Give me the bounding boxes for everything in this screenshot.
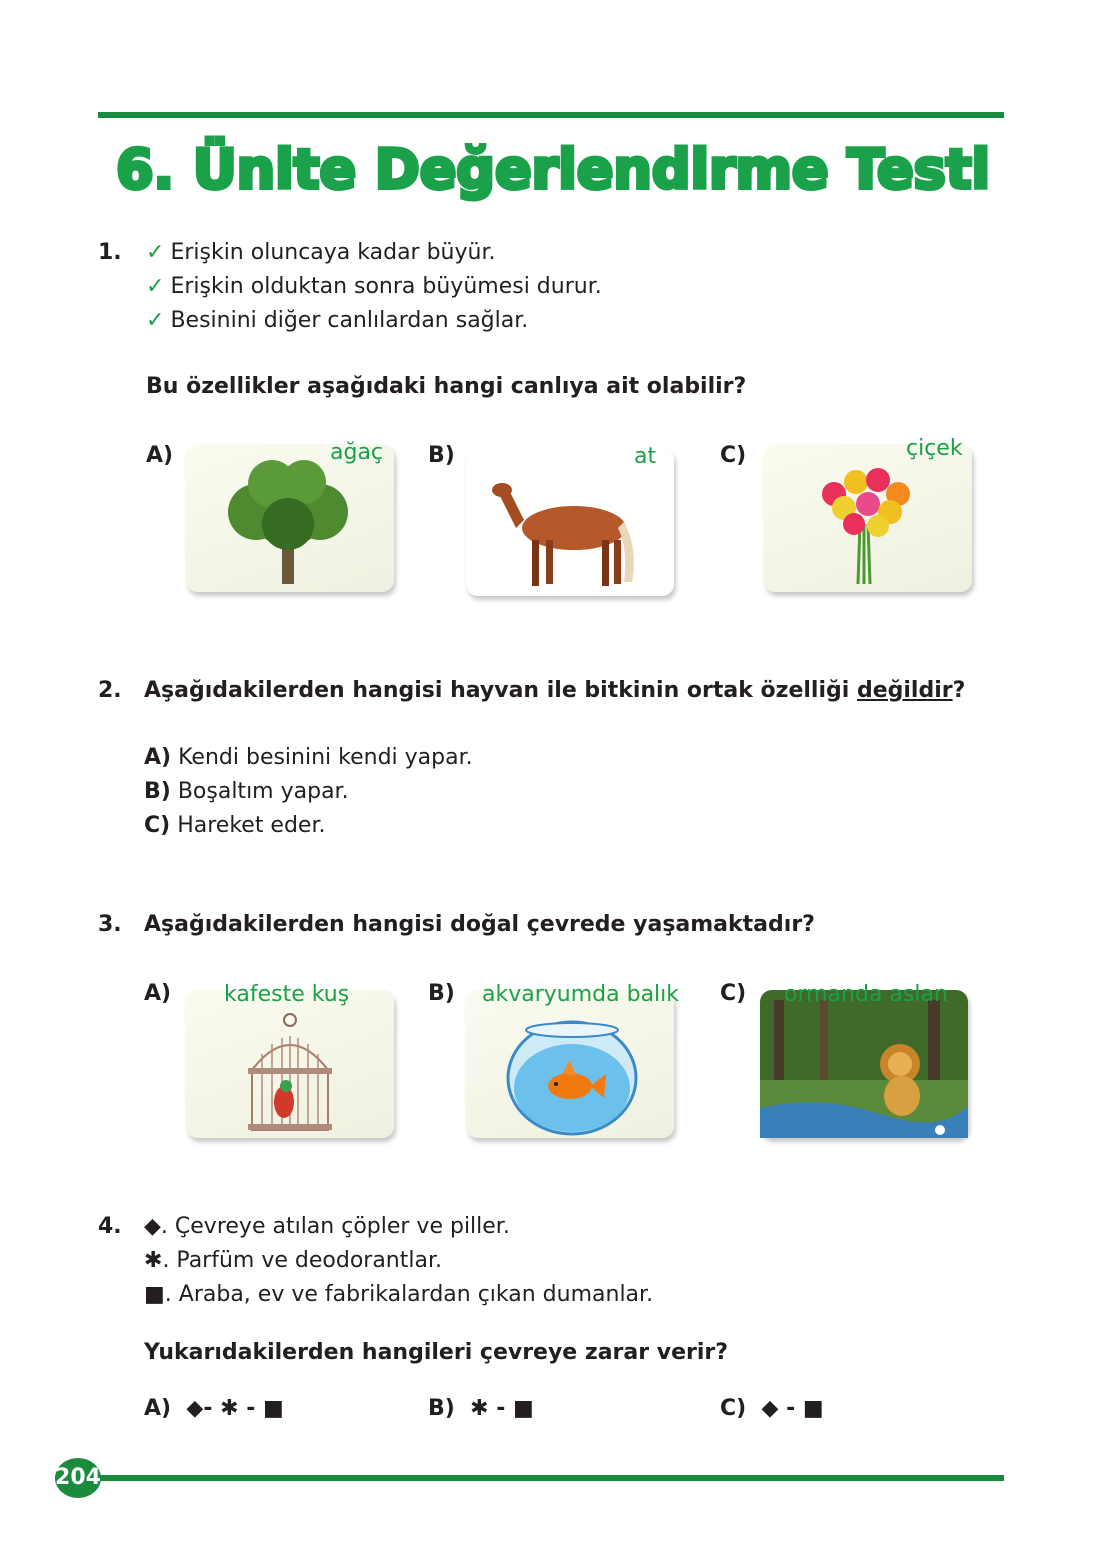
flower-bouquet-image [764, 444, 972, 592]
q1-option-b-label: at [634, 444, 657, 469]
q1-option-a-letter: A) [146, 443, 174, 468]
q1-statement: ✓ Erişkin oluncaya kadar büyür. [146, 240, 496, 265]
q1-option-a-card[interactable] [186, 440, 394, 592]
q2-question: Aşağıdakilerden hangisi hayvan ile bitkinin ortak özelliği değildir? [144, 678, 966, 703]
q1-statement: ✓ Erişkin olduktan sonra büyümesi durur. [146, 274, 602, 299]
q3-option-a-label: kafeste kuş [224, 982, 350, 1007]
q1-option-c-card[interactable] [764, 436, 972, 592]
q1-option-c-letter: C) [720, 443, 747, 468]
q2-underlined-word: değildir [856, 678, 953, 703]
forest-lion-image [760, 990, 968, 1138]
q2-option-b[interactable]: B) Boşaltım yapar. [144, 779, 349, 804]
q3-question: Aşağıdakilerden hangisi doğal çevrede yaşamaktadır? [144, 912, 815, 937]
q3-option-a-card[interactable] [186, 982, 394, 1138]
q3-option-b-card[interactable] [466, 982, 680, 1138]
q4-number: 4. [98, 1214, 122, 1239]
q4-option-a[interactable]: A) ◆- ✱ - ■ [144, 1396, 284, 1421]
q1-option-c-label: çiçek [906, 436, 963, 461]
square-icon: ■ [144, 1282, 165, 1307]
q1-statement: ✓ Besinini diğer canlılardan sağlar. [146, 308, 529, 333]
asterisk-icon: ✱ [144, 1248, 163, 1273]
q4-item: ✱. Parfüm ve deodorantlar. [144, 1248, 442, 1273]
bottom-rule [98, 1475, 1004, 1481]
check-icon: ✓ [146, 308, 165, 333]
q2-option-c[interactable]: C) Hareket eder. [144, 813, 326, 838]
q4-question: Yukarıdakilerden hangileri çevreye zarar verir? [144, 1340, 729, 1365]
horse-image [466, 448, 674, 596]
q3-option-a-letter: A) [144, 981, 172, 1006]
q3-number: 3. [98, 912, 122, 937]
q1-option-b-letter: B) [428, 443, 455, 468]
q4-option-c[interactable]: C) ◆ - ■ [720, 1396, 824, 1421]
q1-number: 1. [98, 240, 122, 265]
bird-cage-image [186, 990, 394, 1138]
page-title: 6. Ünite Değerlendirme Testi [115, 138, 991, 201]
q3-option-c-letter: C) [720, 981, 747, 1006]
q1-option-a-label: ağaç [330, 440, 384, 465]
q3-option-c-label: ormanda aslan [784, 982, 948, 1007]
q1-option-b-card[interactable] [466, 444, 674, 596]
check-icon: ✓ [146, 240, 165, 265]
page-number: 204 [55, 1458, 101, 1498]
fishbowl-image [466, 990, 674, 1138]
q4-option-b[interactable]: B) ✱ - ■ [428, 1396, 534, 1421]
diamond-icon: ◆ [144, 1214, 161, 1239]
q2-number: 2. [98, 678, 122, 703]
tree-image [186, 444, 394, 592]
check-icon: ✓ [146, 274, 165, 299]
q3-option-b-label: akvaryumda balık [482, 982, 680, 1007]
top-rule [98, 112, 1004, 118]
q4-item: ◆. Çevreye atılan çöpler ve piller. [144, 1214, 510, 1239]
q4-item: ■. Araba, ev ve fabrikalardan çıkan dumanlar. [144, 1282, 654, 1307]
q3-option-c-card[interactable] [760, 982, 968, 1138]
q3-option-b-letter: B) [428, 981, 455, 1006]
q1-question: Bu özellikler aşağıdaki hangi canlıya ait olabilir? [146, 374, 747, 399]
q2-option-a[interactable]: A) Kendi besinini kendi yapar. [144, 745, 473, 770]
